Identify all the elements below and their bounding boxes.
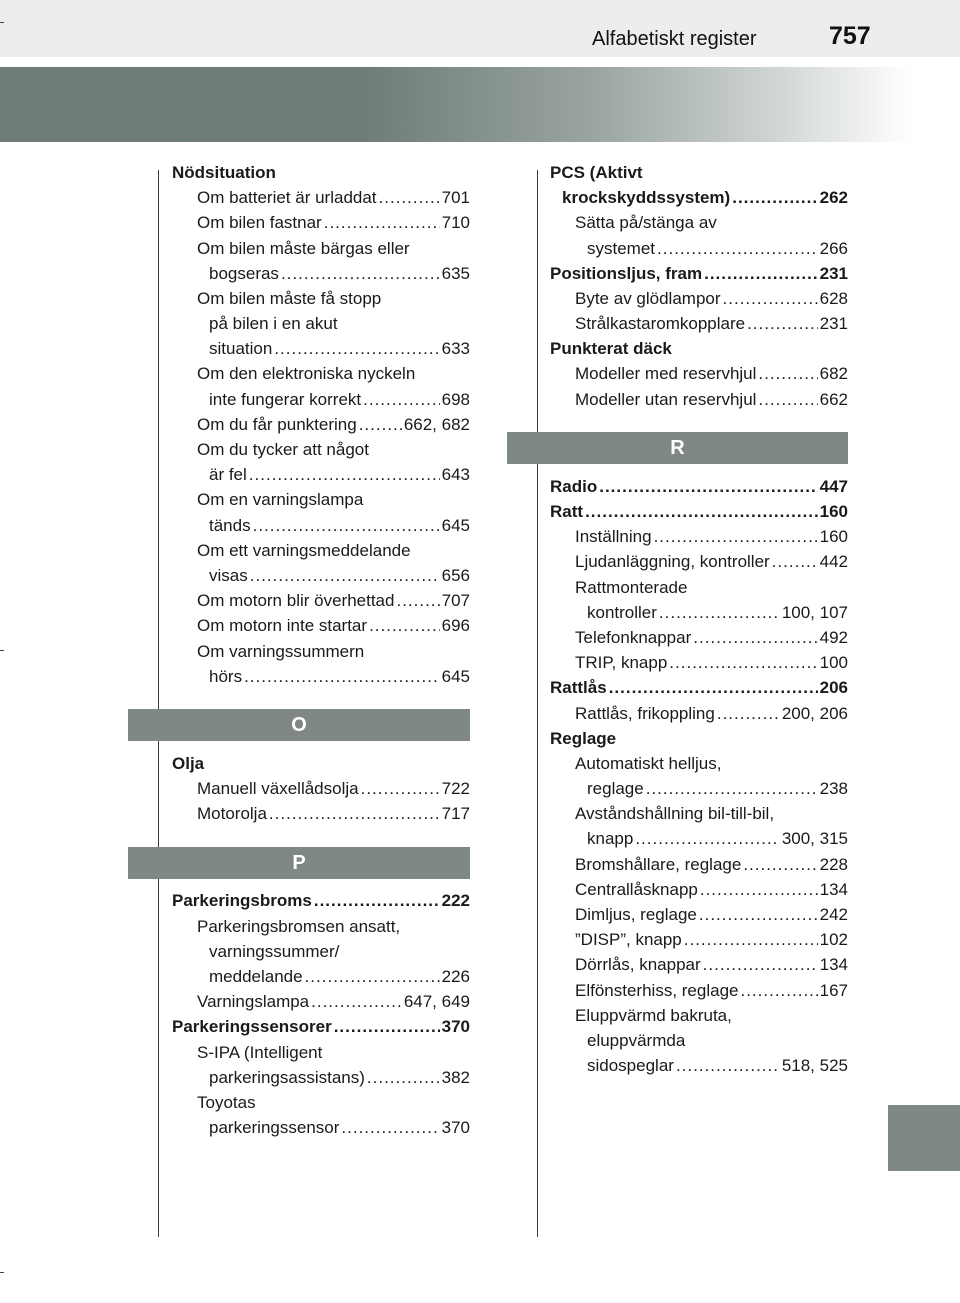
entry-text: Eluppvärmd bakruta, [575, 1005, 732, 1025]
index-entry [128, 639, 470, 664]
index-entry [507, 286, 848, 311]
index-entry [128, 563, 470, 588]
index-entry [128, 210, 470, 235]
section-header-p: P [128, 847, 470, 879]
dot-leader [369, 613, 440, 638]
index-entry [128, 889, 470, 914]
entry-page: 645 [441, 515, 470, 535]
index-entry [507, 474, 848, 499]
entry-text: Om bilen fastnar [197, 213, 322, 233]
index-column-right [507, 160, 848, 1078]
index-entry [128, 939, 470, 964]
entry-text: Radio [550, 476, 598, 496]
entry-text: Strålkastaromkopplare [575, 314, 746, 334]
entry-text: Parkeringsbromsen ansatt, [197, 916, 401, 936]
entry-text: Parkeringsbroms [172, 891, 312, 911]
entry-page: 662 [819, 389, 848, 409]
page-header [0, 0, 960, 57]
entry-text: Om motorn blir överhettad [197, 591, 395, 611]
entry-text: meddelande [209, 967, 303, 987]
entry-page: 656 [441, 565, 470, 585]
entry-page: 682 [819, 364, 848, 384]
index-entry [507, 311, 848, 336]
entry-page: 226 [441, 967, 470, 987]
entry-page: 160 [819, 527, 848, 547]
thumb-index-tab [888, 1105, 960, 1171]
section-header-o: O [128, 709, 470, 741]
entry-page: 231 [819, 314, 848, 334]
entry-text: Olja [172, 753, 205, 773]
entry-page: 447 [819, 476, 848, 496]
index-entry [507, 1028, 848, 1053]
index-entry [128, 412, 470, 437]
page-number: 757 [829, 22, 871, 50]
dot-leader [676, 1053, 780, 1078]
dot-leader [599, 474, 817, 499]
index-entry [507, 952, 848, 977]
entry-page: 100, 107 [781, 602, 848, 622]
entry-text: Modeller med reservhjul [575, 364, 757, 384]
dot-leader [269, 801, 440, 826]
index-entry [507, 902, 848, 927]
entry-text: reglage [587, 779, 644, 799]
dot-leader [700, 877, 818, 902]
entry-text: Om du tycker att något [197, 440, 369, 460]
dot-leader [311, 989, 402, 1014]
index-entry [128, 801, 470, 826]
crop-mark [0, 22, 4, 23]
index-entry [507, 776, 848, 801]
entry-text: Om en varningslampa [197, 490, 364, 510]
index-entry [507, 650, 848, 675]
entry-page: 206 [819, 678, 848, 698]
entry-text: parkeringsassistans) [209, 1067, 365, 1087]
entry-text: parkeringssensor [209, 1118, 340, 1138]
index-entry [128, 1040, 470, 1065]
entry-text: Rattmonterade [575, 577, 688, 597]
index-entry [128, 236, 470, 261]
dot-leader [699, 902, 818, 927]
dot-leader [324, 210, 440, 235]
entry-text: Om batteriet är urladdat [197, 188, 377, 208]
entry-text: ”DISP”, knapp [575, 930, 682, 950]
entry-page: 370 [441, 1017, 470, 1037]
entry-text: varningssummer/ [209, 941, 340, 961]
index-entry [128, 462, 470, 487]
entry-page: 645 [441, 666, 470, 686]
entry-text: Om motorn inte startar [197, 616, 368, 636]
entry-page: 134 [819, 955, 848, 975]
index-entry [128, 1065, 470, 1090]
entry-text: knapp [587, 829, 634, 849]
dot-leader [609, 675, 818, 700]
dot-leader [635, 826, 779, 851]
index-entry [507, 499, 848, 524]
entry-text: kontroller [587, 602, 657, 622]
index-entry [128, 989, 470, 1014]
header-title: Alfabetiskt register [592, 28, 757, 50]
entry-text: Telefonknappar [575, 627, 692, 647]
entry-page: 701 [441, 188, 470, 208]
dot-leader [253, 513, 440, 538]
index-entry [507, 575, 848, 600]
index-entry [128, 588, 470, 613]
index-entry [128, 914, 470, 939]
entry-page: 518, 525 [781, 1056, 848, 1076]
dot-leader [758, 361, 817, 386]
index-entry [507, 801, 848, 826]
dot-leader [693, 625, 817, 650]
entry-page: 492 [819, 627, 848, 647]
dot-leader [363, 387, 439, 412]
entry-page: 262 [819, 188, 848, 208]
entry-text: Dimljus, reglage [575, 905, 697, 925]
index-entry [507, 1053, 848, 1078]
entry-text: Om bilen måste bärgas eller [197, 238, 410, 258]
entry-text: Sätta på/stänga av [575, 213, 717, 233]
entry-text: Om ett varningsmeddelande [197, 540, 411, 560]
index-entry [507, 978, 848, 1003]
header-banner [0, 67, 960, 142]
entry-page: 231 [819, 263, 848, 283]
entry-page: 643 [441, 465, 470, 485]
entry-text: krockskyddssystem) [562, 188, 731, 208]
index-entry [128, 1090, 470, 1115]
entry-text: Byte av glödlampor [575, 288, 721, 308]
index-entry [128, 776, 470, 801]
dot-leader [250, 563, 440, 588]
entry-page: 698 [441, 389, 470, 409]
entry-page: 222 [441, 891, 470, 911]
entry-text: Rattlås, frikoppling [575, 703, 715, 723]
entry-text: PCS (Aktivt [550, 162, 643, 182]
index-entry [128, 487, 470, 512]
entry-page: 200, 206 [781, 703, 848, 723]
index-entry [128, 362, 470, 387]
index-entry [507, 751, 848, 776]
entry-text: visas [209, 565, 248, 585]
entry-text: bogseras [209, 263, 279, 283]
entry-text: hörs [209, 666, 243, 686]
dot-leader [747, 311, 818, 336]
index-entry [128, 1115, 470, 1140]
index-entry [507, 549, 848, 574]
entry-text: eluppvärmda [587, 1030, 686, 1050]
index-entry [507, 210, 848, 235]
entry-text: TRIP, knapp [575, 653, 668, 673]
entry-text: Automatiskt helljus, [575, 753, 722, 773]
entry-text: Dörrlås, knappar [575, 955, 701, 975]
index-entry [507, 675, 848, 700]
index-entry [128, 664, 470, 689]
index-entry [507, 625, 848, 650]
dot-leader [314, 888, 440, 913]
dot-leader [669, 650, 817, 675]
entry-page: 167 [819, 980, 848, 1000]
entry-page: 707 [441, 591, 470, 611]
section-header-r: R [507, 432, 848, 464]
entry-text: inte fungerar korrekt [209, 389, 362, 409]
entry-page: 628 [819, 288, 848, 308]
index-entry [128, 185, 470, 210]
index-column-left [128, 160, 470, 1140]
entry-text: Manuell växellådsolja [197, 779, 359, 799]
entry-text: Ratt [550, 502, 584, 522]
entry-text: Reglage [550, 728, 617, 748]
dot-leader [758, 387, 817, 412]
index-entry [128, 160, 470, 185]
index-entry [128, 311, 470, 336]
entry-page: 662, 682 [403, 414, 470, 434]
entry-text: Modeller utan reservhjul [575, 389, 757, 409]
entry-text: Positionsljus, fram [550, 263, 703, 283]
entry-text: Avståndshållning bil-till-bil, [575, 804, 775, 824]
index-entry [507, 362, 848, 387]
index-entry [507, 927, 848, 952]
entry-text: Om bilen måste få stopp [197, 288, 382, 308]
dot-leader [359, 412, 402, 437]
entry-page: 696 [441, 616, 470, 636]
entry-page: 300, 315 [781, 829, 848, 849]
entry-text: Elfönsterhiss, reglage [575, 980, 739, 1000]
entry-text: Varningslampa [197, 992, 310, 1012]
dot-leader [657, 236, 818, 261]
dot-leader [334, 1014, 440, 1039]
index-entry [128, 964, 470, 989]
index-entry [507, 877, 848, 902]
dot-leader [646, 776, 818, 801]
entry-page: 228 [819, 854, 848, 874]
index-entry [507, 827, 848, 852]
entry-page: 633 [441, 339, 470, 359]
index-entry [128, 261, 470, 286]
dot-leader [274, 336, 439, 361]
entry-page: 635 [441, 263, 470, 283]
dot-leader [654, 524, 818, 549]
entry-text: Om varningssummern [197, 641, 365, 661]
entry-page: 710 [441, 213, 470, 233]
entry-text: Nödsituation [172, 162, 276, 182]
dot-leader [396, 588, 439, 613]
entry-page: 102 [819, 930, 848, 950]
entry-page: 442 [819, 552, 848, 572]
dot-leader [361, 776, 440, 801]
entry-text: systemet [587, 238, 656, 258]
entry-page: 100 [819, 653, 848, 673]
dot-leader [723, 286, 818, 311]
index-entry [128, 387, 470, 412]
entry-text: Inställning [575, 527, 652, 547]
entry-text: Om den elektroniska nyckeln [197, 364, 416, 384]
dot-leader [341, 1115, 439, 1140]
entry-text: Rattlås [550, 678, 607, 698]
dot-leader [743, 852, 817, 877]
entry-text: på bilen i en akut [209, 314, 338, 334]
entry-page: 717 [441, 804, 470, 824]
entry-text: S-IPA (Intelligent [197, 1042, 323, 1062]
entry-text: Om du får punktering [197, 414, 357, 434]
index-entry [507, 336, 848, 361]
entry-page: 722 [441, 779, 470, 799]
index-entry [507, 185, 848, 210]
entry-text: Ljudanläggning, kontroller [575, 552, 770, 572]
index-entry [507, 387, 848, 412]
entry-text: är fel [209, 465, 247, 485]
dot-leader [585, 499, 818, 524]
entry-text: Parkeringssensorer [172, 1017, 332, 1037]
entry-text: tänds [209, 515, 251, 535]
entry-text: situation [209, 339, 273, 359]
dot-leader [704, 261, 818, 286]
entry-text: Bromshållare, reglage [575, 854, 742, 874]
dot-leader [772, 549, 818, 574]
entry-page: 370 [441, 1118, 470, 1138]
index-entry [507, 852, 848, 877]
dot-leader [684, 927, 818, 952]
dot-leader [281, 261, 440, 286]
index-entry [128, 751, 470, 776]
entry-text: Toyotas [197, 1092, 256, 1112]
dot-leader [379, 185, 440, 210]
index-entry [128, 1014, 470, 1039]
dot-leader [244, 664, 440, 689]
dot-leader [703, 952, 818, 977]
index-entry [507, 726, 848, 751]
entry-page: 242 [819, 905, 848, 925]
index-entry [507, 600, 848, 625]
index-entry [507, 701, 848, 726]
index-entry [507, 160, 848, 185]
dot-leader [659, 600, 780, 625]
crop-mark [0, 650, 4, 651]
index-entry [128, 336, 470, 361]
index-entry [507, 524, 848, 549]
dot-leader [740, 978, 817, 1003]
dot-leader [367, 1065, 440, 1090]
entry-page: 160 [819, 502, 848, 522]
index-entry [507, 1003, 848, 1028]
index-entry [128, 513, 470, 538]
dot-leader [305, 964, 440, 989]
entry-text: sidospeglar [587, 1056, 674, 1076]
index-entry [128, 286, 470, 311]
dot-leader [249, 462, 440, 487]
entry-page: 266 [819, 238, 848, 258]
dot-leader [732, 185, 817, 210]
entry-page: 134 [819, 879, 848, 899]
index-entry [128, 538, 470, 563]
index-entry [128, 613, 470, 638]
entry-page: 647, 649 [403, 992, 470, 1012]
entry-text: Motorolja [197, 804, 267, 824]
crop-mark [0, 1272, 4, 1273]
entry-text: Centrallåsknapp [575, 879, 698, 899]
index-entry [507, 236, 848, 261]
index-entry [128, 437, 470, 462]
index-entry [507, 261, 848, 286]
entry-page: 238 [819, 779, 848, 799]
dot-leader [717, 701, 780, 726]
entry-text: Punkterat däck [550, 339, 672, 359]
entry-page: 382 [441, 1067, 470, 1087]
